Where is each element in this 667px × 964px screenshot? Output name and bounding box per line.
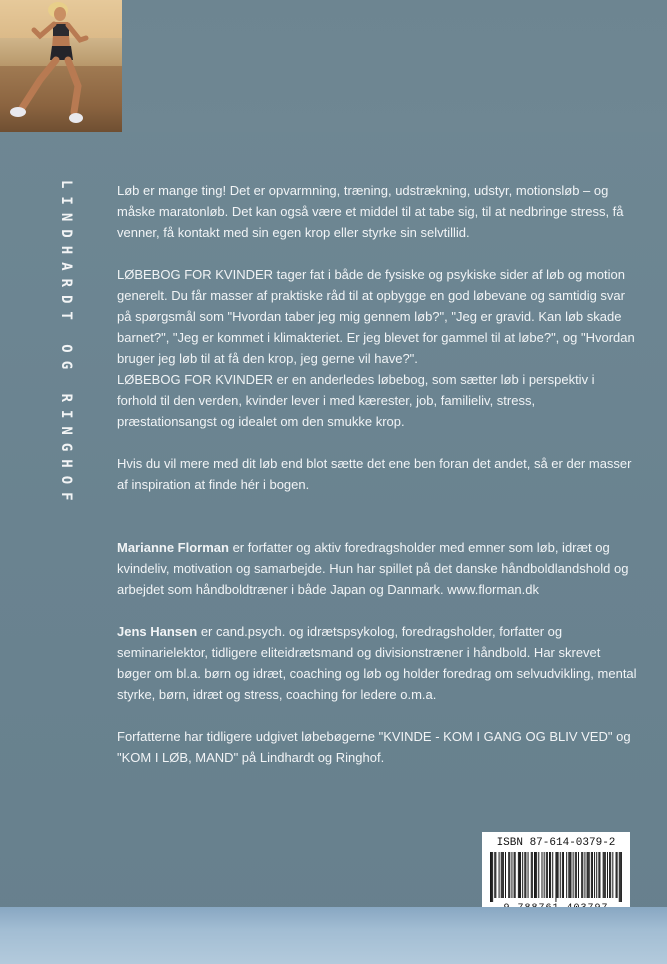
barcode-bar [562,852,563,898]
barcode-bar [549,852,550,898]
author-name-2: Jens Hansen [117,624,198,639]
runner-photo [0,0,122,132]
isbn-number: ISBN 87-614-0379-2 [496,837,616,849]
barcode-bar [535,852,536,898]
barcode-bar [604,852,605,898]
barcode-bar [547,852,548,898]
barcode-bar [584,852,585,898]
barcode-bar [519,852,520,898]
barcode-bar [610,852,611,898]
publisher-spine [56,180,76,540]
closing-paragraph: Forfatterne har tidligere udgivet løbebøgerne "KVINDE - KOM I GANG OG BLIV VED" og "KOM I LØB, MAND" på Lindhardt og Ringhof. [117,729,631,765]
author-bio-2 [117,621,637,705]
publisher-name: LINDHARDT OG RINGHOF [58,180,74,509]
barcode-bar [515,852,516,898]
author-name-1: Marianne Florman [117,540,229,555]
barcode-bar [538,852,539,898]
barcode-bar [544,852,545,898]
barcode-bar [532,852,533,898]
barcode-bar [494,852,495,898]
barcode-bar [520,852,521,898]
barcode-bars [490,852,622,902]
barcode-bar [546,852,547,898]
barcode-bar [596,852,597,898]
author-bio-1 [117,537,637,600]
blurb-paragraph-4: Hvis du vil mere med dit løb end blot sætte det ene ben foran det andet, så er der masser af inspiration at finde hér i bogen. [117,456,632,492]
barcode-bar [542,852,543,898]
barcode-bar [582,852,583,898]
barcode-bar [495,852,496,898]
author-text-2: er cand.psych. og idrætspsykolog, foredragsholder, forfatter og seminarielektor, tidligere eliteidrætsmand og divisionstræner i håndbold. Har skrevet bøger om bl.a. børn og idræt, coaching og løb og holder foredrag om selvudvikling, mental styrke, børn, idræt og stress, coaching for ledere o.m.a. [117,624,637,702]
author-text-1: er forfatter og aktiv foredragsholder med emner som løb, idræt og kvindeliv, motivation og samarbejde. Hun har spillet på det danske håndboldlandshold og arbejdet som håndboldtræner i både Japan og Danmark. www.florman.dk [117,540,629,597]
barcode-bar [503,852,504,898]
barcode-bar [525,852,526,898]
barcode-bar [612,852,613,898]
barcode-bar [581,852,582,898]
runner-figure [0,0,122,132]
barcode-bar [605,852,606,898]
barcode-bar [555,852,556,902]
barcode-bar [552,852,553,898]
barcode-bar [524,852,525,898]
barcode-bar [607,852,608,898]
barcode-bar [592,852,593,898]
barcode-bar [619,852,620,902]
barcode-bar [499,852,500,898]
barcode-bar [620,852,621,902]
barcode-bar [511,852,512,898]
barcode-bar [563,852,564,898]
top-band [122,0,667,132]
back-cover-text [117,180,637,768]
barcode-bar [589,852,590,898]
barcode-bar [490,852,491,902]
barcode-bar [491,852,492,902]
barcode-bar [502,852,503,898]
barcode-bar [616,852,617,898]
bottom-band [0,907,667,964]
barcode-bar [594,852,595,898]
barcode-bar [560,852,561,898]
barcode-bar [573,852,574,898]
barcode-bar [508,852,509,898]
barcode-bar [587,852,588,898]
barcode-bar [591,852,592,898]
barcode-bar [558,852,559,898]
barcode-bar [588,852,589,898]
barcode-bar [550,852,551,898]
blurb-paragraph-2: LØBEBOG FOR KVINDER tager fat i både de fysiske og psykiske sider af løb og motion generelt. Du får masser af praktiske råd til at opbygge en god løbevane og samtidig svar på spørgsmål som "Hvordan taber jeg mig gennem løb?", "Jeg er gravid. Kan løb skade barnet?", "Jeg er kommet i klimakteriet. Er jeg blevet for gammel til at løbe?", og "Hvordan bruger jeg løb til at få den krop, jeg gerne vil have?". [117,267,635,366]
barcode-bar [534,852,535,898]
barcode-bar [528,852,529,898]
barcode-bar [576,852,577,898]
barcode-bar [509,852,510,898]
barcode-bar [603,852,604,898]
barcode-bar [569,852,570,898]
barcode-bar [492,852,493,902]
barcode-bar [609,852,610,898]
barcode-bar [536,852,537,898]
barcode-bar [501,852,502,898]
barcode-bar [522,852,523,898]
blurb-paragraph-1: Løb er mange ting! Det er opvarmning, træning, udstrækning, udstyr, motionsløb – og måske maratonløb. Det kan også være et middel til at tabe sig, til at nedbringe stress, få venner, få kontakt med sin egen krop eller styrke sin selvtillid. [117,183,624,240]
barcode-bar [575,852,576,898]
blurb-paragraph-3: LØBEBOG FOR KVINDER er en anderledes løbebog, som sætter løb i perspektiv i forhold til den verden, kvinder lever i med kærester, job, familieliv, stress, præstationsangst og idealet om den smukke krop. [117,372,595,429]
barcode-bar [570,852,571,898]
barcode-bar [505,852,506,898]
barcode-bar [531,852,532,898]
barcode-bar [514,852,515,898]
barcode-bar [617,852,618,898]
barcode-bar [568,852,569,898]
barcode-bar [566,852,567,898]
barcode-bar [621,852,622,902]
barcode-bar [599,852,600,898]
barcode-bar [557,852,558,898]
barcode-bar [578,852,579,898]
barcode-bar [518,852,519,898]
barcode-bar [598,852,599,898]
